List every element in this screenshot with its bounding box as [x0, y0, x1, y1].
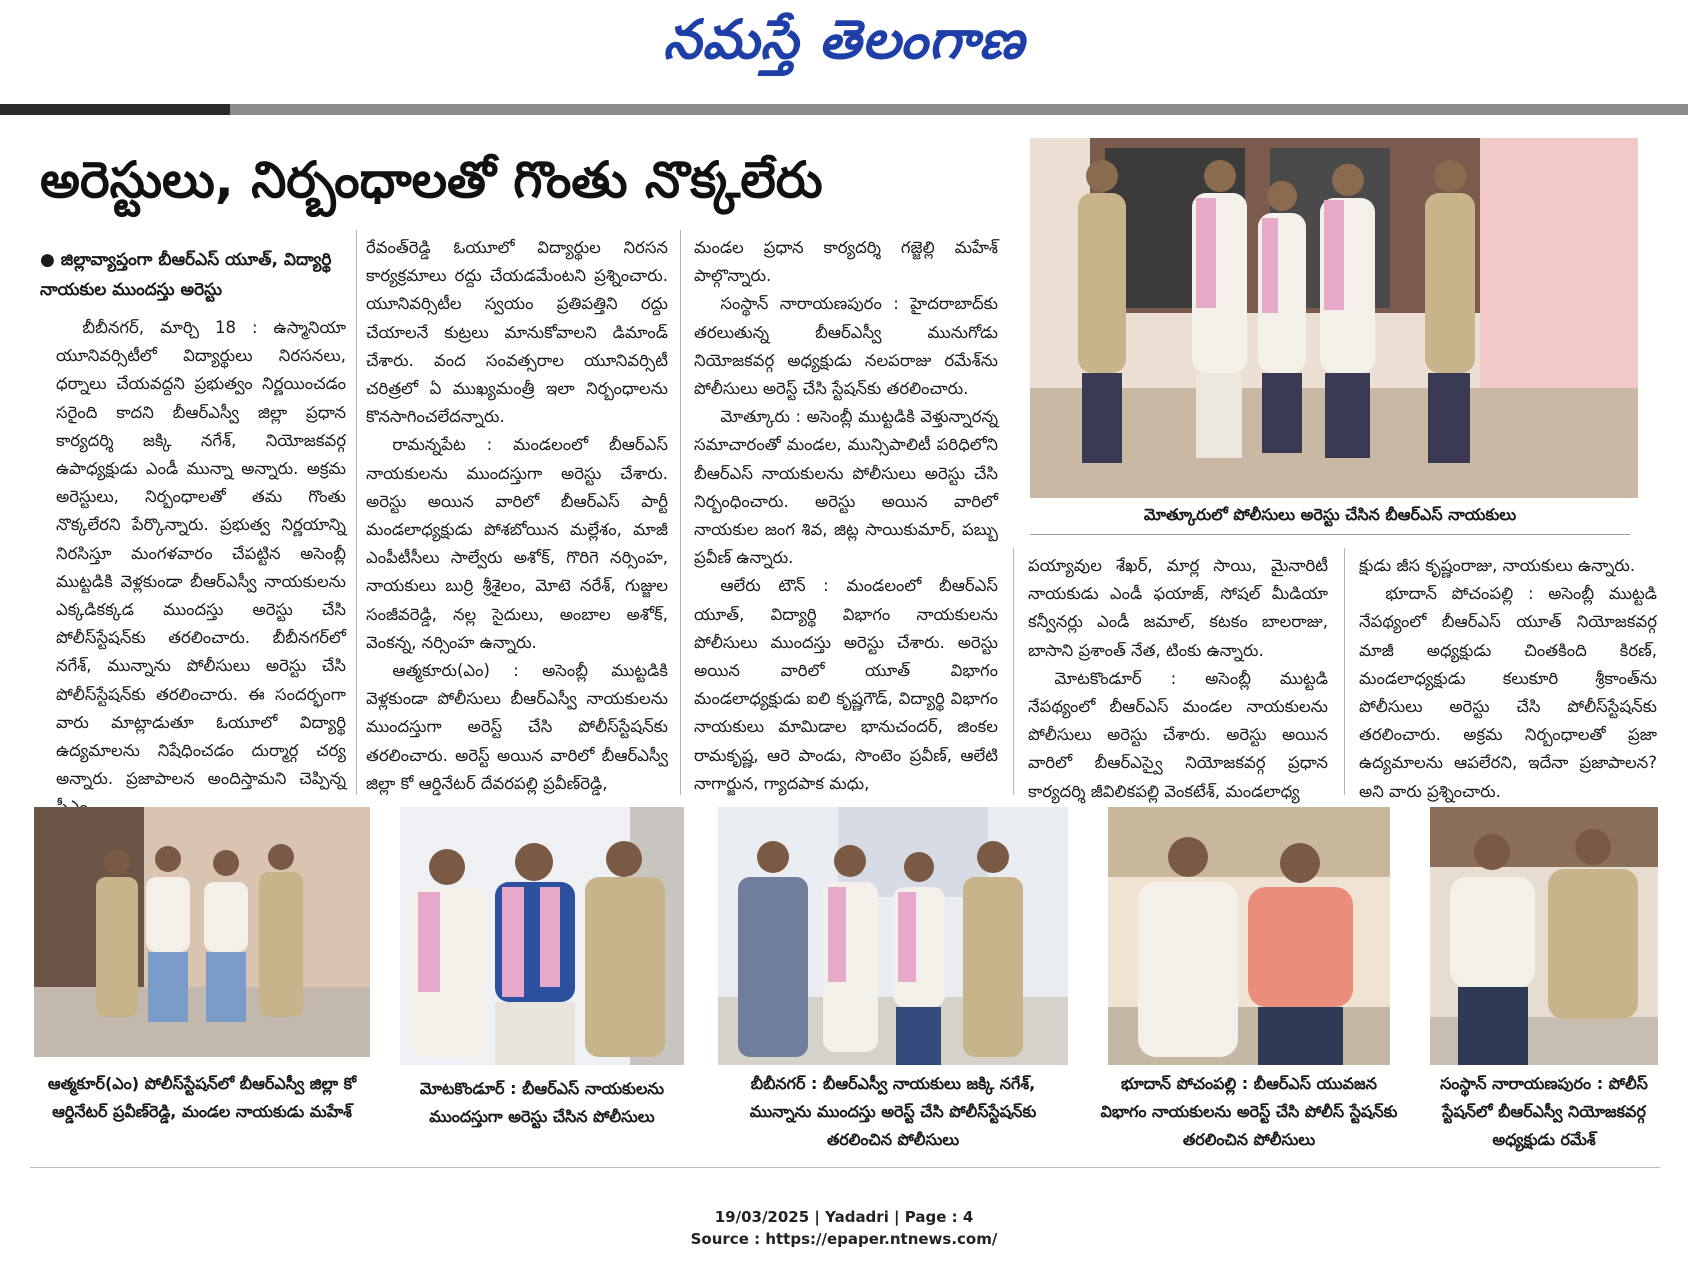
column-rule	[1013, 548, 1014, 795]
article-column-2	[366, 234, 668, 798]
article-paragraph: ఆలేరు టౌన్ : మండలంలో బీఆర్ఎస్ యూత్, విద్యార్థి విభాగం నాయకులను పోలీసులు ముందస్తు అరెస్టు చేశారు. అరెస్టు అయిన వారిలో యూత్ విభాగం మండలాధ్యక్షుడు ఐలి కృష్ణగౌడ్, విద్యార్థి విభాగం నాయకులు మామిడాల భానుచందర్, జింకల రామకృష్ణ, ఆరె పాండు, సొంటెం ప్రవీణ్, ఆలేటి నాగార్జున, గ్యాదపాక మధు,	[694, 576, 998, 793]
article-paragraph: బీబీనగర్, మార్చి 18 : ఉస్మానియా యూనివర్సిటీలో విద్యార్థులు నిరసనలు, ధర్నాలు చేయవద్దని ప్రభుత్వం నిర్ణయించడం సరైంది కాదని బీఆర్ఎస్వీ జిల్లా ప్రధాన కార్యదర్శి జక్కి నగేశ్, నియోజకవర్గ ఉపాధ్యక్షుడు ఎండీ మున్నా అన్నారు. అక్రమ అరెస్టులు, నిర్బంధాలతో తమ గొంతు నొక్కలేరని పేర్కొన్నారు. ప్రభుత్వ నిర్ణయాన్ని నిరసిస్తూ మంగళవారం చేపట్టిన అసెంబ్లీ ముట్టడికి వెళ్లకుండా బీఆర్ఎస్వీ నాయకులను ఎక్కడికక్కడ ముందస్తు అరెస్టు చేసి పోలీస్‌స్టేషన్‌కు తరలించారు. బీబీనగర్‌లో నగేశ్, మున్నాను పోలీసులు అరెస్టు చేసి పోలీస్‌స్టేషన్‌కు తరలించారు. ఈ సందర్భంగా వారు మాట్లాడుతూ ఓయూలో విద్యార్థి ఉద్యమాలను నిషేధించడం దుర్మార్గ చర్య అన్నారు. ప్రజాపాలన అందిస్తామని చెప్పిన్న	[56, 318, 346, 789]
column-rule	[356, 230, 357, 795]
caption-pochampally: భూదాన్ పోచంపల్లి : బీఆర్ఎస్ యువజన విభాగం నాయకులను అరెస్ట్ చేసి పోలీస్ స్టేషన్‌కు తరలించిన పోలీసులు	[1100, 1074, 1398, 1149]
article-column-4	[1028, 552, 1328, 806]
article-paragraph: మోటకొండూర్ : అసెంబ్లీ ముట్టడి నేపథ్యంలో బీఆర్ఎస్ మండల నాయకులను పోలీసులు అరెస్టు చేశారు. అరెస్టు అయిన వారిలో బీఆర్ఎస్వై నియోజకవర్గ ప్రధాన కార్యదర్శి జీవిలికపల్లి వెంకటేశ్, మండలాధ్య	[1028, 668, 1328, 801]
masthead-rule-grey	[230, 104, 1688, 115]
article-column-5	[1359, 552, 1657, 806]
footer-source: Source : https://epaper.ntnews.com/	[690, 1230, 998, 1248]
caption-bibinagar: బీబీనగర్ : బీఆర్ఎస్వీ నాయకులు జక్కి నగేశ్, మున్నాను ముందస్తు అరెస్ట్ చేసి పోలీస్‌స్టేషన్‌కు తరలించిన పోలీసులు	[749, 1074, 1037, 1149]
column-rule	[1344, 548, 1345, 795]
photo-bibinagar	[718, 807, 1068, 1065]
article-paragraph: క్షుడు జీస కృష్ణంరాజు, నాయకులు ఉన్నారు.	[1359, 556, 1636, 575]
main-photo-caption: మోత్కూరులో పోలీసులు అరెస్టు చేసిన బీఆర్ఎస్ నాయకులు	[1030, 505, 1630, 535]
footer-date-edition: 19/03/2025 | Yadadri | Page : 4	[714, 1208, 974, 1226]
article-paragraph: ఆత్మకూరు(ఎం) : అసెంబ్లీ ముట్టడికి వెళ్లకుండా పోలీసులు బీఆర్ఎస్వీ నాయకులను ముందస్తుగా అరెస్ట్ చేసి పోలీస్‌స్టేషన్‌కు తరలించారు. అరెస్ట్ అయిన వారిలో బీఆర్ఎస్వీ జిల్లా కో ఆర్డినేటర్ దేవరపల్లి ప్రవీణ్‌రెడ్డి,	[366, 661, 668, 793]
article-paragraph: మండల ప్రధాన కార్యదర్శి గజ్జెల్లి మహేశ్ పాల్గొన్నారు.	[694, 238, 998, 286]
photo-atmakur	[34, 807, 370, 1057]
article-paragraph: రేవంత్‌రెడ్డి ఓయూలో విద్యార్థుల నిరసన కార్యక్రమాలు రద్దు చేయడమేంటని ప్రశ్నించారు. యూనివర్సిటీల స్వయం ప్రతిపత్తిని రద్దు చేయాలనే కుట్రలు మానుకోవాలని డిమాండ్ చేశారు. వంద సంవత్సరాల యూనివర్సిటీ చరిత్రలో ఏ ముఖ్యమంత్రీ ఇలా నిర్బంధాలను కొనసాగించలేదన్నారు.	[366, 238, 668, 427]
caption-motakondur: మోటకొండూర్ : బీఆర్ఎస్ నాయకులను ముందస్తుగా అరెస్టు చేసిన పోలీసులు	[419, 1079, 665, 1126]
article-column-1	[56, 314, 346, 822]
photo-motakondur	[400, 807, 684, 1065]
masthead	[0, 0, 1688, 100]
article-paragraph: సంస్థాన్ నారాయణపురం : హైదరాబాద్‌కు తరలుతున్న బీఆర్ఎస్వీ మునుగోడు నియోజకవర్గ అధ్యక్షుడు నలపరాజు రమేశ్‌ను పోలీసులు అరెస్ట్ చేసి స్టేషన్‌కు తరలించారు.	[694, 294, 998, 399]
article-subhead: ● జిల్లావ్యాప్తంగా బీఆర్ఎస్ యూత్, విద్యార్థి నాయకుల ముందస్తు అరెస్టు	[40, 250, 332, 300]
main-photo	[1030, 138, 1638, 498]
photo-pochampally	[1108, 807, 1390, 1065]
article-paragraph: భూదాన్ పోచంపల్లి : అసెంబ్లీ ముట్టడి నేపథ్యంలో బీఆర్ఎస్ యూత్ నియోజకవర్గ మాజీ అధ్యక్షుడు చింతకింది కిరణ్, మండలాధ్యక్షుడు కలుకూరి శ్రీకాంత్‌ను పోలీసులు అరెస్టు చేసి పోలీస్‌స్టేషన్‌కు తరలించారు. అక్రమ నిర్బంధాలతో ప్రజా ఉద్యమాలను ఆపలేరని, ఇదేనా ప్రజాపాలన? అని వారు ప్రశ్నించారు.	[1359, 584, 1657, 801]
article-subhead-text: జిల్లావ్యాప్తంగా బీఆర్ఎస్ యూత్, విద్యార్థి నాయకుల ముందస్తు అరెస్టు	[40, 250, 332, 300]
page-footer	[0, 1206, 1688, 1250]
masthead-title: నమస్తే తెలంగాణ	[663, 8, 1025, 71]
masthead-rule-dark	[0, 104, 230, 115]
article-paragraph: రామన్నపేట : మండలంలో బీఆర్ఎస్ నాయకులను ముందస్తుగా అరెస్టు చేశారు. అరెస్టు అయిన వారిలో బీఆర్ఎస్ పార్టీ మండలాధ్యక్షుడు పోశబోయిన మల్లేశం, మాజీ ఎంపీటీసీలు సాల్వేరు అశోక్, గొరిగె నర్సింహ, నాయకులు బుర్రి శ్రీశైలం, మోటె నరేశ్, గుజ్జుల సంజీవరెడ్డి, నల్ల సైదులు, అంబాల అశోక్, వెంకన్న, నర్సింహ ఉన్నారు.	[366, 435, 668, 652]
page-bottom-rule	[30, 1167, 1660, 1198]
article-paragraph: పయ్యావుల శేఖర్, మార్ల సాయి, మైనారిటీ నాయకుడు ఎండీ ఫయాజ్, సోషల్ మీడియా కన్వీనర్లు ఎండీ జమాల్, కటకం బాలరాజు, బాసాని ప్రశాంత్ నేత, టింకు ఉన్నారు.	[1028, 556, 1328, 660]
caption-atmakur: ఆత్మకూర్(ఎం) పోలీస్‌స్టేషన్‌లో బీఆర్ఎస్వీ జిల్లా కో ఆర్డినేటర్ ప్రవీణ్‌రెడ్డి, మండల నాయకుడు మహేశ్	[47, 1074, 357, 1121]
article-column-3	[694, 234, 998, 798]
column-rule	[680, 230, 681, 795]
caption-narayanapuram: సంస్థాన్ నారాయణపురం : పోలీస్ స్టేషన్‌లో బీఆర్ఎస్వీ నియోజకవర్గ అధ్యక్షుడు రమేశ్	[1440, 1074, 1648, 1149]
photo-narayanapuram	[1430, 807, 1658, 1065]
article-paragraph: మోత్కూరు : అసెంబ్లీ ముట్టడికి వెళ్తున్నారన్న సమాచారంతో మండల, మున్సిపాలిటీ పరిధిలోని బీఆర్ఎస్ నాయకులను పోలీసులు అరెస్టు చేసి నిర్బంధించారు. అరెస్టు అయిన వారిలో నాయకుల జంగ శివ, జిట్ల సాయికుమార్, పబ్బు ప్రవీణ్ ఉన్నారు.	[694, 407, 998, 568]
article-headline: అరెస్టులు, నిర్బంధాలతో గొంతు నొక్కలేరు	[40, 151, 823, 209]
